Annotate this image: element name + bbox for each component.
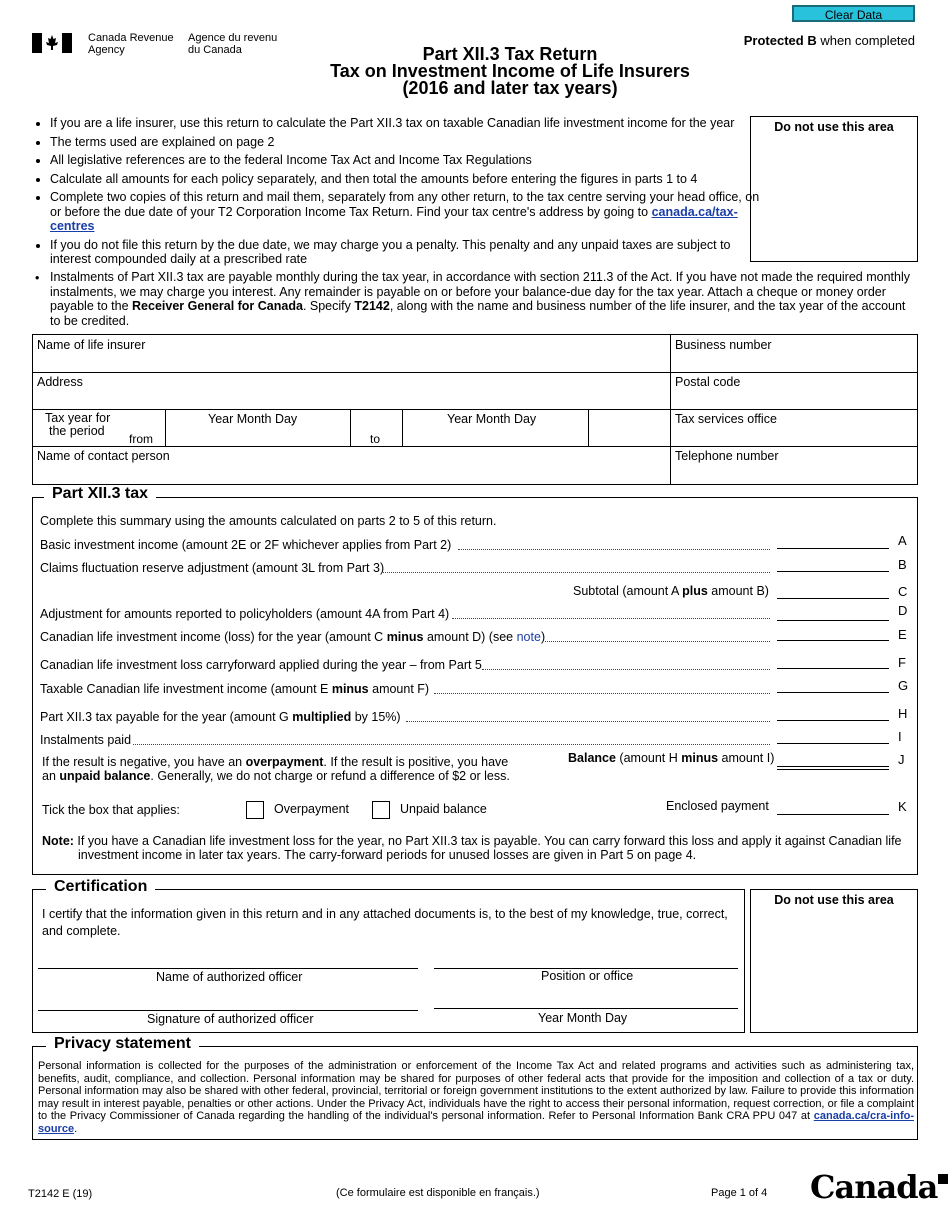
agency-name-en bbox=[88, 32, 174, 56]
signature-label: Signature of authorized officer bbox=[147, 1012, 314, 1026]
to-label: to bbox=[370, 432, 381, 446]
postal-code-label: Postal code bbox=[675, 375, 741, 389]
form-identifier: T2142 E (19) bbox=[28, 1188, 93, 1200]
position-label: Position or office bbox=[541, 969, 634, 983]
line-d-field[interactable] bbox=[777, 620, 889, 621]
wordmark-flag-icon bbox=[938, 1174, 948, 1184]
contact-person-label: Name of contact person bbox=[37, 449, 170, 463]
line-k-field[interactable] bbox=[777, 814, 889, 815]
french-availability: (Ce formulaire est disponible en français.) bbox=[336, 1187, 540, 1199]
page-number: Page 1 of 4 bbox=[711, 1187, 768, 1199]
from-label: from bbox=[129, 432, 153, 446]
instruction-item: • All legislative references are to the federal Income Tax Act and Income Tax Regulations bbox=[50, 153, 762, 168]
protected-b-label: Protected B when completed bbox=[743, 33, 915, 48]
overpayment-checkbox[interactable] bbox=[246, 801, 264, 819]
privacy-title: Privacy statement bbox=[46, 1035, 199, 1053]
line-f-field[interactable] bbox=[777, 668, 889, 669]
line-e-label: Canadian life investment income (loss) for the year (amount C minus amount D) (see note) bbox=[40, 630, 546, 644]
clear-data-button[interactable]: Clear Data bbox=[792, 5, 915, 22]
line-h-label: Part XII.3 tax payable for the year (amount G multiplied by 15%) bbox=[40, 710, 401, 724]
bullet-glyph: • bbox=[35, 271, 40, 285]
instruction-item: • Complete two copies of this return and mail them, separately from any other return, to the tax centre serving your head office, on or before the due date of your T2 Corporation Income Tax Return. Find your tax centre's address by going to canada.ca/tax-centres bbox=[50, 190, 762, 234]
code-e: E bbox=[898, 627, 907, 642]
privacy-text: Personal information is collected for the purposes of the administration or enforcement of the Income Tax Act and related programs and activities such as administering tax, benefits, audit, compliance, and collection. Personal information may be shared for purposes of other federal acts that provide for the imposition and collection of a tax or duty. Personal information may also be shared with other federal, provincial, territorial or foreign government institutions to the extent authorized by law. Failure to provide this information may result in interest payable, penalties or other actions. Under the Privacy Act, individuals have the right to access their personal information, request correction, or file a complaint to the Privacy Commissioner of Canada regarding the handling of the individual's personal information. Refer to Personal Information Bank CRA PPU 047 at canada.ca/cra-info-source. bbox=[38, 1060, 914, 1135]
line-c-field[interactable] bbox=[777, 598, 889, 599]
title-line3: (2016 and later tax years) bbox=[402, 78, 618, 98]
instalments-instruction: Instalments of Part XII.3 tax are payable monthly during the tax year, in accordance with section 211.3 of the Act. If you have not made the required monthly instalments, we may charge you interest. Any remainder is payable on or before your balance-due day for the tax year. Attach a cheque or money order payable to the Receiver General for Canada. Specify T2142, along with the name and business number of the life insurer, and the tax year of the account to be credited. bbox=[50, 270, 910, 328]
agency-name-fr bbox=[188, 32, 277, 56]
do-not-use-area-bottom: Do not use this area bbox=[750, 889, 918, 1033]
telephone-label: Telephone number bbox=[675, 449, 779, 463]
part-note: Note: If you have a Canadian life investment loss for the year, no Part XII.3 tax is payable. You can carry forward this loss and apply it against Canadian life investment income in later tax years. The carry-forward periods for unused losses are given in Part 5 on page 4. bbox=[42, 834, 912, 862]
tax-year-line2: the period bbox=[49, 424, 105, 438]
negative-result-note: If the result is negative, you have an overpayment. If the result is positive, you have an unpaid balance. Generally, we do not charge or refund a difference of $2 or less. bbox=[42, 755, 510, 783]
line-c-label: Subtotal (amount A plus amount B) bbox=[573, 584, 769, 598]
overpayment-label: Overpayment bbox=[274, 802, 350, 816]
line-g-field[interactable] bbox=[777, 692, 889, 693]
title-line1: Part XII.3 Tax Return bbox=[422, 44, 598, 64]
certification-title: Certification bbox=[46, 878, 155, 896]
instruction-item: • Calculate all amounts for each policy separately, and then total the amounts before entering the figures in parts 1 to 4 bbox=[50, 172, 762, 187]
code-d: D bbox=[898, 603, 908, 618]
note-link[interactable]: note bbox=[516, 630, 541, 644]
agency-fr-line1: Agence du revenu bbox=[188, 32, 278, 44]
officer-name-line[interactable] bbox=[38, 968, 418, 969]
code-h: H bbox=[898, 706, 908, 721]
line-j-field[interactable] bbox=[777, 766, 889, 767]
tick-box-label: Tick the box that applies: bbox=[42, 803, 180, 817]
canada-flag-icon bbox=[32, 33, 72, 53]
cra-info-source-link[interactable]: canada.ca/cra-info-source bbox=[38, 1110, 914, 1135]
code-j: J bbox=[898, 752, 905, 767]
line-e-field[interactable] bbox=[777, 640, 889, 641]
certification-text: I certify that the information given in this return and in any attached documents is, to the best of my knowledge, true, correct, and complete. bbox=[42, 907, 728, 938]
signature-line[interactable] bbox=[38, 1010, 418, 1011]
date-format-label: Year Month Day bbox=[538, 1011, 628, 1025]
business-number-label: Business number bbox=[675, 338, 772, 352]
part-xii3-title: Part XII.3 tax bbox=[44, 485, 156, 503]
line-i-field[interactable] bbox=[777, 743, 889, 744]
tax-services-office-label: Tax services office bbox=[675, 412, 777, 426]
page-title bbox=[290, 46, 730, 97]
agency-en-line2: Agency bbox=[88, 44, 125, 56]
agency-en-line1: Canada Revenue bbox=[88, 32, 174, 44]
code-g: G bbox=[898, 678, 909, 693]
officer-name-label: Name of authorized officer bbox=[156, 970, 303, 984]
unpaid-balance-checkbox[interactable] bbox=[372, 801, 390, 819]
name-of-life-insurer-label: Name of life insurer bbox=[37, 338, 146, 352]
instruction-item: • If you do not file this return by the due date, we may charge you a penalty. This penalty and any unpaid taxes are subject to interest compounded daily at a prescribed rate bbox=[50, 238, 762, 267]
line-j-label: Balance (amount H minus amount I) bbox=[568, 751, 775, 765]
identification-section bbox=[32, 334, 918, 485]
line-d-label: Adjustment for amounts reported to policyholders (amount 4A from Part 4) bbox=[40, 607, 450, 621]
instruction-item: • If you are a life insurer, use this return to calculate the Part XII.3 tax on taxable Canadian life investment income for the year bbox=[50, 116, 762, 131]
to-date-format: Year Month Day bbox=[447, 412, 537, 426]
line-g-label: Taxable Canadian life investment income (amount E minus amount F) bbox=[40, 682, 430, 696]
code-k: K bbox=[898, 799, 907, 814]
unpaid-balance-label: Unpaid balance bbox=[400, 802, 487, 816]
date-line[interactable] bbox=[434, 1008, 738, 1009]
line-b-field[interactable] bbox=[777, 571, 889, 572]
canada-wordmark: Canada bbox=[810, 1168, 948, 1206]
part-intro: Complete this summary using the amounts calculated on parts 2 to 5 of this return. bbox=[40, 514, 497, 528]
tax-year-label bbox=[45, 412, 110, 438]
code-i: I bbox=[898, 729, 902, 744]
line-b-label: Claims fluctuation reserve adjustment (amount 3L from Part 3) bbox=[40, 561, 385, 575]
do-not-use-area-top: Do not use this area bbox=[750, 116, 918, 262]
instructions-list bbox=[32, 116, 762, 271]
line-a-label: Basic investment income (amount 2E or 2F whichever applies from Part 2) bbox=[40, 538, 452, 552]
tax-centres-link[interactable]: canada.ca/tax-centres bbox=[50, 204, 738, 233]
line-i-label: Instalments paid bbox=[40, 733, 132, 747]
part-note-line2: investment income in later tax years. The carry-forward periods for unused losses are given in Part 5 on page 4. bbox=[78, 848, 697, 862]
instruction-item: • The terms used are explained on page 2 bbox=[50, 135, 762, 150]
enclosed-payment-label: Enclosed payment bbox=[666, 799, 769, 813]
agency-fr-line2: du Canada bbox=[188, 44, 242, 56]
line-f-label: Canadian life investment loss carryforward applied during the year – from Part 5 bbox=[40, 658, 482, 672]
code-c: C bbox=[898, 584, 908, 599]
code-b: B bbox=[898, 557, 907, 572]
title-line2: Tax on Investment Income of Life Insurers bbox=[330, 61, 690, 81]
line-h-field[interactable] bbox=[777, 720, 889, 721]
line-a-field[interactable] bbox=[777, 548, 889, 549]
address-label: Address bbox=[37, 375, 83, 389]
tax-year-line1: Tax year for bbox=[45, 411, 111, 425]
from-date-format: Year Month Day bbox=[208, 412, 298, 426]
code-f: F bbox=[898, 655, 906, 670]
code-a: A bbox=[898, 533, 907, 548]
